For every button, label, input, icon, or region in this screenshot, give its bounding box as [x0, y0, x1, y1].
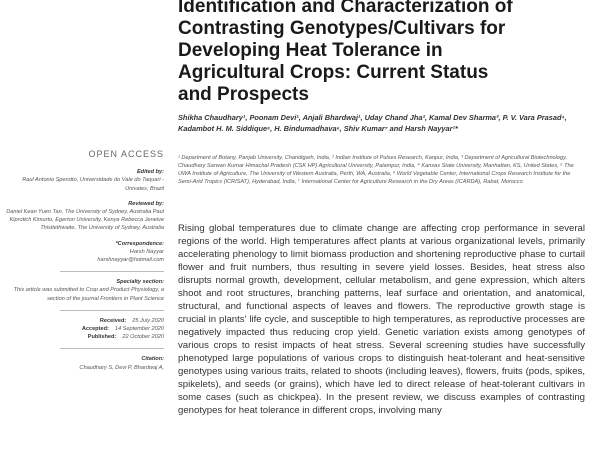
- published-row: [0, 333, 164, 341]
- received-label: Received:: [99, 317, 127, 324]
- published-label: Published:: [87, 334, 117, 341]
- sidebar-divider: [60, 271, 164, 272]
- title-line: Agricultural Crops: Current Status: [178, 62, 489, 83]
- specialty-section: [0, 278, 164, 303]
- open-access-label: OPEN ACCESS: [88, 149, 164, 159]
- published-value: 22 October 2020: [122, 334, 164, 341]
- title-line: Identification and Characterization of: [178, 0, 513, 17]
- title-line: Developing Heat Tolerance in: [178, 40, 443, 61]
- citation: [0, 355, 164, 371]
- edited-by-text: Raul Antonio Sperotto, Universidade do Vale do Taquari - Univates, Brazil: [22, 177, 164, 192]
- correspondence-name: Harsh Nayyar: [129, 248, 164, 255]
- accepted-row: [0, 325, 164, 333]
- affiliations: ¹ Department of Botany, Panjab University, Chandigarh, India, ² Indian Institute of Pulses Research, Kanpur, India, ³ Department of Agricultural Biotechnology, Chaudhary Sarwan Kumar Himachal Pradesh (CSK HP) Agricultural University, Palampur, India, ⁴ Kansas State University, Manhattan, KS, United States, ⁵ The UWA Institute of Agriculture, The University of Western Australia, Perth, WA, Australia, ⁶ World Vegetable Center, International Crops Research Institute for the Semi-Arid Tropics (ICRISAT), Hyderabad, India, ⁷ International Center for Agriculture Research in the Dry Areas (ICARDA), Rabat, Morocco: [178, 155, 574, 186]
- accepted-value: 14 September 2020: [114, 326, 164, 333]
- title-line: Contrasting Genotypes/Cultivars for: [178, 18, 506, 39]
- specialty-text: This article was submitted to Crop and Product Physiology, a section of the journal Frontiers in Plant Science: [13, 287, 164, 302]
- accepted-label: Accepted:: [81, 326, 109, 333]
- edited-by: [0, 168, 164, 193]
- edited-by-label: Edited by:: [136, 169, 164, 176]
- article-title: [178, 0, 578, 106]
- correspondence: [0, 240, 164, 265]
- author-list: Shikha Chaudhary¹, Poonam Devi¹, Anjali Bhardwaj¹, Uday Chand Jha², Kamal Dev Sharma³, P. V. Vara Prasad⁴, Kadambot H. M. Siddique⁵, H. Bindumadhava⁶, Shiv Kumar⁷ and Harsh Nayyar¹*: [178, 113, 567, 133]
- sidebar-divider: [60, 348, 164, 349]
- reviewed-by: [0, 200, 164, 233]
- reviewed-by-text: Daniel Kean Yuen Tan, The University of Sydney, Australia Paul Kiprotich Kimurto, Egerton University, Kenya Rebecca Jeneive Thistlethwaite, The University of Sydney, Australia: [6, 209, 164, 232]
- citation-label: Citation:: [141, 356, 164, 363]
- sidebar-divider: [60, 310, 164, 311]
- received-value: 25 July 2020: [132, 317, 164, 324]
- title-line: and Prospects: [178, 84, 309, 105]
- reviewed-by-label: Reviewed by:: [128, 200, 164, 207]
- article-dates: [0, 317, 164, 342]
- article-sidebar: [0, 150, 164, 379]
- received-row: [0, 317, 164, 325]
- citation-text: Chaudhary S, Devi P, Bhardwaj A,: [79, 364, 164, 371]
- abstract: Rising global temperatures due to climate change are affecting crop performance in several regions of the world. High temperatures affect plants at various organizational levels, primarily accelerating phenology to limit biomass production and shortening reproductive phase to curtail flower and fruit numbers, thus resulting in severe yield losses. Besides, heat stress also disrupts normal growth, development, cellular metabolism, and gene expression, which alters shoot and root structures, branching patterns, leaf surface and orientation, and anatomical, structural, and functional aspects of leaves and flowers. The reproductive growth stage is crucial in plants' life cycle, and susceptible to high temperatures, as reproductive processes are negatively impacted thus reducing crop yield. Genetic variation exists among genotypes of various crops to resist impacts of heat stress. Several screening studies have successfully phenotyped large populations of various crops to distinguish heat-tolerant and heat-sensitive genotypes using various traits, related to shoots (including leaves), flowers, fruits (pods, spikes, spikelets), and seeds (or grains), which have led to direct release of heat-tolerant cultivars in some cases (such as chickpea). In the present review, we discuss examples of contrasting genotypes for heat tolerance in different crops, involving many: [178, 223, 585, 416]
- correspondence-label: *Correspondence:: [115, 240, 164, 247]
- specialty-label: Specialty section:: [116, 279, 164, 286]
- correspondence-email[interactable]: harshnayyar@hotmail.com: [97, 257, 164, 264]
